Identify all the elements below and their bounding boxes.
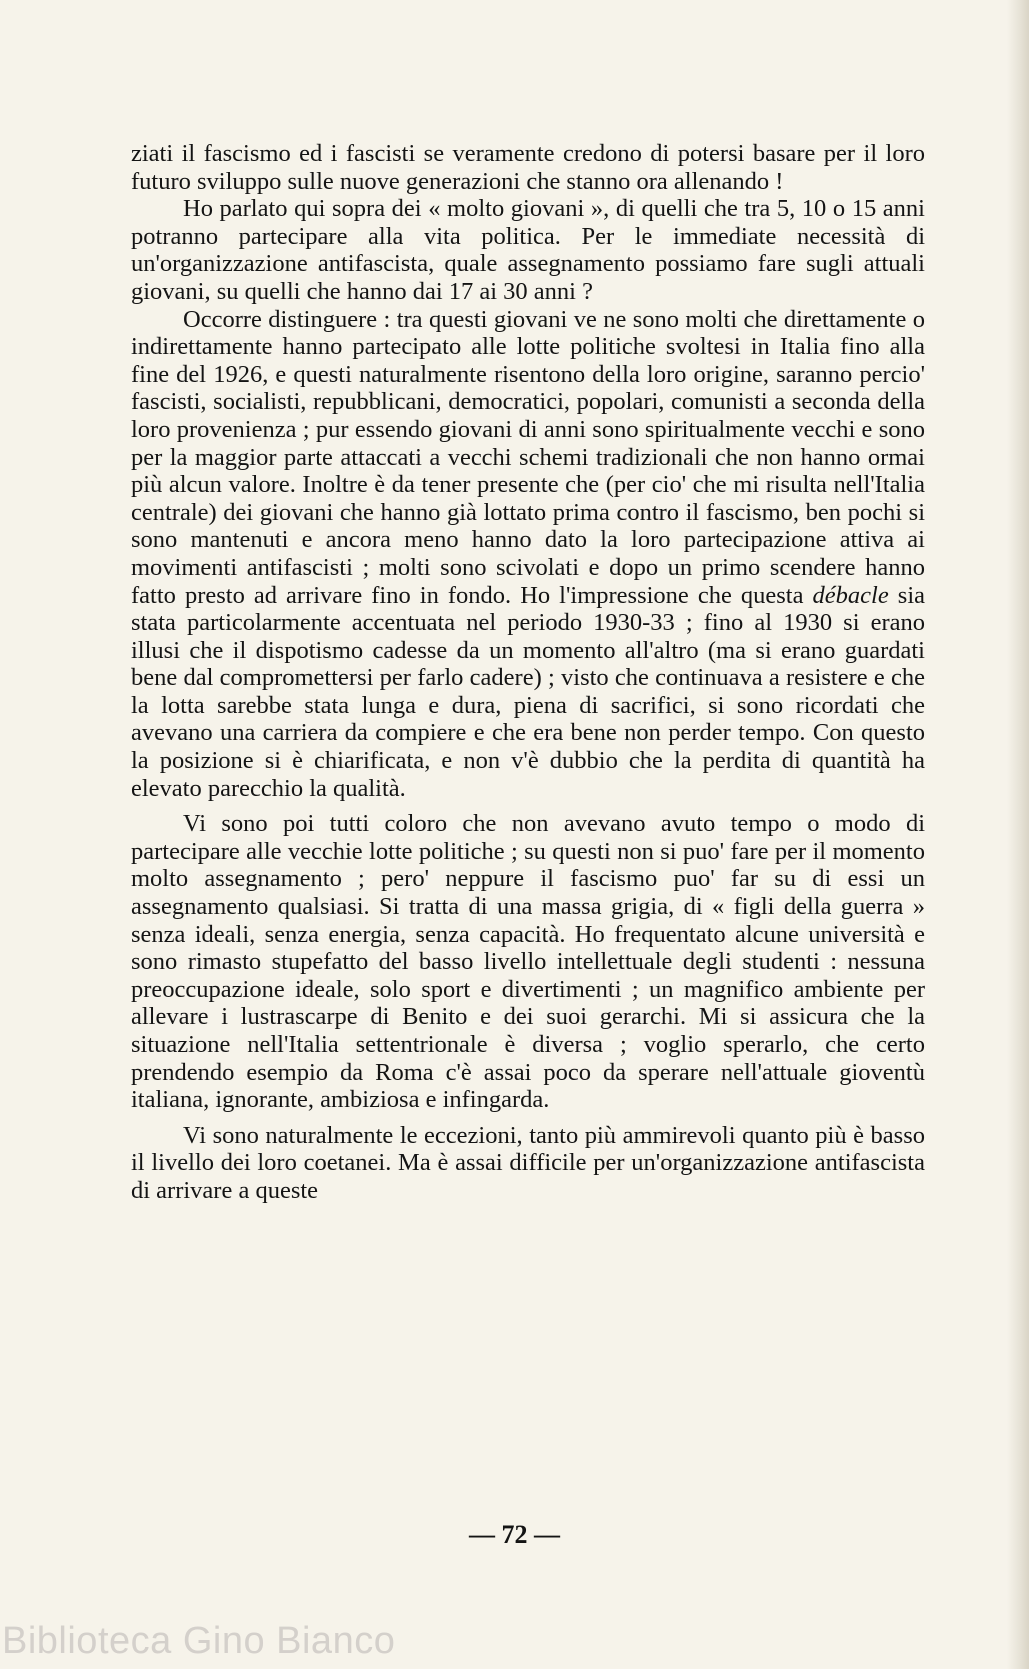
paragraph-3-emphasis: débacle <box>812 581 889 609</box>
paragraph-5: Vi sono naturalmente le eccezioni, tanto più ammirevoli quanto più è basso il livello dei loro coetanei. Ma è assai difficile per un'organizzazione antifascista di arrivare a queste <box>131 1121 925 1204</box>
paragraph-3 <box>131 306 925 803</box>
paragraph-4: Vi sono poi tutti coloro che non avevano avuto tempo o modo di partecipare alle vecchie lotte politiche ; su questi non si puo' fare per il momento molto assegnamento ; pero' neppure il fascismo puo' far su di essi un assegnamento qualsiasi. Si tratta di una massa grigia, di « figli della guerra » senza ideali, senza energia, senza capacità. Ho frequentato alcune università e sono rimasto stupefatto del basso livello intellettuale degli studenti : nessuna preoccupazione ideale, solo sport e divertimenti ; un magnifico ambiente per allevare i lustrascarpe di Benito e dei suoi gerarchi. Mi si assicura che la situazione nell'Italia settentrionale è diversa ; voglio sperarlo, che certo prendendo esempio da Roma c'è assai poco da sperare nell'attuale gioventù italiana, ignorante, ambiziosa e infingarda. <box>131 810 925 1114</box>
page-number: — 72 — <box>469 1520 560 1549</box>
page-edge-shadow <box>1007 0 1029 1669</box>
paragraph-2: Ho parlato qui sopra dei « molto giovani », di quelli che tra 5, 10 o 15 anni potranno partecipare alla vita politica. Per le immediate necessità di un'organizzazione antifascista, quale assegnamento possiamo fare sugli attuali giovani, su quelli che hanno dai 17 ai 30 anni ? <box>131 195 925 305</box>
paragraph-3-text-before: Occorre distinguere : tra questi giovani ve ne sono molti che direttamente o indirettamente hanno partecipato alle lotte politiche svoltesi in Italia fino alla fine del 1926, e questi naturalmente risentono della loro origine, saranno percio' fascisti, socialisti, repubblicani, democratici, popolari, comunisti a seconda della loro provenienza ; pur essendo giovani di anni sono spiritualmente vecchi e sono per la maggior parte attaccati a vecchi schemi tradizionali che non hanno ormai più alcun valore. Inoltre è da tener presente che (per cio' che mi risulta nell'Italia centrale) dei giovani che hanno già lottato prima contro il fascismo, ben pochi si sono mantenuti e ancora meno hanno dato la loro partecipazione attiva ai movimenti antifascisti ; molti sono scivolati e dopo un primo scendere hanno fatto presto ad arrivare fino in fondo. Ho l'impressione che questa <box>131 305 925 609</box>
paragraph-1: ziati il fascismo ed i fascisti se veramente credono di potersi basare per il loro futuro sviluppo sulle nuove generazioni che stanno ora allenando ! <box>131 140 925 195</box>
library-watermark: Biblioteca Gino Bianco <box>2 1620 396 1662</box>
body-text <box>131 140 925 1205</box>
paragraph-3-text-after: sia stata particolarmente accentuata nel periodo 1930-33 ; fino al 1930 si erano illusi che il dispotismo cadesse da un momento all'altro (ma si erano guardati bene dal compromettersi per farlo cadere) ; visto che continuava a resistere e che la lotta sarebbe stata lunga e dura, piena di sacrifici, si sono ricordati che avevano una carriera da compiere e che era bene non perder tempo. Con questo la posizione si è chiarificata, e non v'è dubbio che la perdita di quantità ha elevato parecchio la qualità. <box>131 581 925 802</box>
